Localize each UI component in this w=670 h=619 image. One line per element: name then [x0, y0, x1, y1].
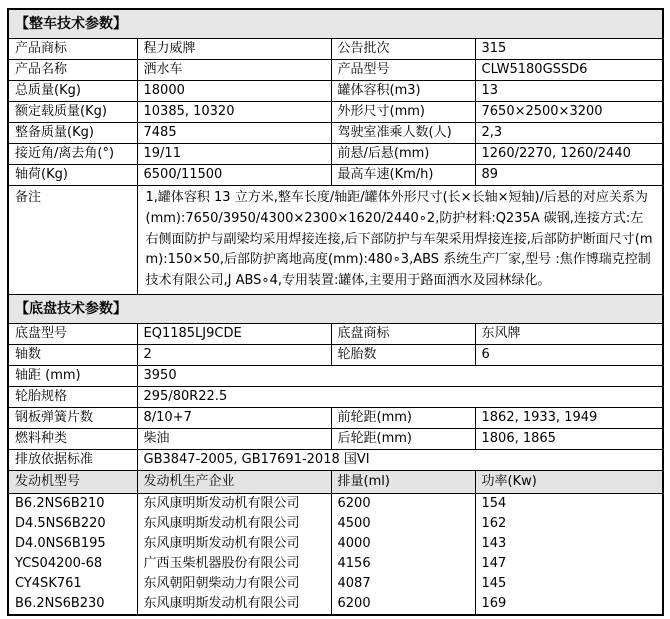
engine-col-header-maker: 发动机生产企业 [137, 470, 331, 493]
engine-model: B6.2NS6B230 [8, 594, 137, 615]
engine-maker: 广西玉柴机器股份有限公司 [137, 554, 331, 574]
table-row [8, 344, 663, 365]
engine-row [8, 514, 663, 534]
param-value: 8/10+7 [137, 407, 331, 428]
engine-displacement: 6200 [331, 594, 475, 615]
param-label: 后轮距(mm) [331, 428, 475, 449]
param-label: 总质量(Kg) [8, 81, 137, 102]
table-row [8, 365, 663, 386]
table-row [8, 165, 663, 186]
param-label: 整备质量(Kg) [8, 123, 137, 144]
table-row [8, 144, 663, 165]
table-row [8, 407, 663, 428]
table-row [8, 386, 663, 407]
engine-maker: 东风康明斯发动机有限公司 [137, 493, 331, 514]
engine-displacement: 4500 [331, 514, 475, 534]
engine-power: 162 [475, 514, 663, 534]
param-label: 钢板弹簧片数 [8, 407, 137, 428]
param-value: 1806, 1865 [475, 428, 663, 449]
engine-col-header-model: 发动机型号 [8, 470, 137, 493]
engine-row [8, 493, 663, 514]
engine-power: 147 [475, 554, 663, 574]
param-label: 轴距 (mm) [8, 365, 137, 386]
param-value: 6500/11500 [137, 165, 331, 186]
param-value: 洒水车 [137, 60, 331, 81]
param-value: 295/80R22.5 [137, 386, 663, 407]
param-label: 额定载质量(Kg) [8, 102, 137, 123]
param-value: 2 [137, 344, 331, 365]
param-value: 6 [475, 344, 663, 365]
engine-maker: 东风康明斯发动机有限公司 [137, 534, 331, 554]
engine-power: 145 [475, 574, 663, 594]
param-label: 外形尺寸(mm) [331, 102, 475, 123]
engine-header-row [8, 470, 663, 493]
table-row [8, 60, 663, 81]
param-value: 1862, 1933, 1949 [475, 407, 663, 428]
table-row [8, 81, 663, 102]
engine-power: 143 [475, 534, 663, 554]
param-label: 产品名称 [8, 60, 137, 81]
table-row [8, 39, 663, 60]
engine-col-header-power: 功率(Kw) [475, 470, 663, 493]
param-label: 接近角/离去角(°) [8, 144, 137, 165]
param-label: 产品商标 [8, 39, 137, 60]
param-label: 最高车速(Km/h) [331, 165, 475, 186]
param-value: 1260/2270, 1260/2440 [475, 144, 663, 165]
param-label: 罐体容积(m3) [331, 81, 475, 102]
vehicle-section-title: 【整车技术参数】 [8, 9, 663, 39]
engine-row [8, 594, 663, 615]
engine-displacement: 4000 [331, 534, 475, 554]
param-value: 7485 [137, 123, 331, 144]
param-label: 排放依据标准 [8, 449, 137, 470]
remark-text: 1,罐体容积 13 立方米,整车长度/轴距/罐体外形尺寸(长×长轴×短轴)/后悬的对应关系为(mm):7650/3950/4300×2300×1620/2440∘2,防护材料:Q235A 碳钢,连接方式:左右侧面防护与副梁均采用焊接连接,后下部防护与车架采用焊接连接,后部防护断面尺寸(mm):150×50,后部防护离地高度(mm):480∘3,ABS 系统生产厂家,型号 :焦作博瑞克控制技术有限公司,J ABS∘4,专用装置:罐体,主要用于路面洒水及园林绿化。 [137, 186, 663, 295]
table-row [8, 449, 663, 470]
param-value: 18000 [137, 81, 331, 102]
param-value: EQ1185LJ9CDE [137, 323, 331, 344]
engine-col-header-displacement: 排量(ml) [331, 470, 475, 493]
engine-model: D4.0NS6B195 [8, 534, 137, 554]
param-label: 燃料种类 [8, 428, 137, 449]
param-value: CLW5180GSSD6 [475, 60, 663, 81]
param-label: 轴荷(Kg) [8, 165, 137, 186]
param-value: 柴油 [137, 428, 331, 449]
engine-displacement: 4156 [331, 554, 475, 574]
param-value: 程力威牌 [137, 39, 331, 60]
param-value: 2,3 [475, 123, 663, 144]
engine-power: 154 [475, 493, 663, 514]
param-value: 19/11 [137, 144, 331, 165]
engine-power: 169 [475, 594, 663, 615]
table-row [8, 102, 663, 123]
engine-row [8, 554, 663, 574]
engine-model: YCS04200-68 [8, 554, 137, 574]
param-value: GB3847-2005, GB17691-2018 国VI [137, 449, 663, 470]
param-value: 13 [475, 81, 663, 102]
param-label: 底盘型号 [8, 323, 137, 344]
engine-maker: 东风朝阳朝柴动力有限公司 [137, 574, 331, 594]
engine-maker: 东风康明斯发动机有限公司 [137, 514, 331, 534]
param-label: 公告批次 [331, 39, 475, 60]
param-label: 产品型号 [331, 60, 475, 81]
engine-model: B6.2NS6B210 [8, 493, 137, 514]
param-label: 前轮距(mm) [331, 407, 475, 428]
table-row [8, 123, 663, 144]
param-value: 10385, 10320 [137, 102, 331, 123]
param-value: 89 [475, 165, 663, 186]
param-value: 东风牌 [475, 323, 663, 344]
engine-displacement: 6200 [331, 493, 475, 514]
engine-displacement: 4087 [331, 574, 475, 594]
param-label: 轮胎数 [331, 344, 475, 365]
param-label: 轴数 [8, 344, 137, 365]
engine-row [8, 574, 663, 594]
engine-model: CY4SK761 [8, 574, 137, 594]
engine-row [8, 534, 663, 554]
engine-model: D4.5NS6B220 [8, 514, 137, 534]
chassis-section-title: 【底盘技术参数】 [8, 294, 663, 323]
param-label: 驾驶室准乘人数(人) [331, 123, 475, 144]
chassis-section-header-row [8, 294, 663, 323]
spec-table [7, 8, 664, 616]
vehicle-section-header-row [8, 9, 663, 39]
param-label: 轮胎规格 [8, 386, 137, 407]
param-value: 315 [475, 39, 663, 60]
remark-row [8, 186, 663, 295]
param-label: 前悬/后悬(mm) [331, 144, 475, 165]
engine-maker: 东风康明斯发动机有限公司 [137, 594, 331, 615]
remark-label: 备注 [8, 186, 137, 295]
table-row [8, 428, 663, 449]
param-value: 7650×2500×3200 [475, 102, 663, 123]
param-label: 底盘商标 [331, 323, 475, 344]
param-value: 3950 [137, 365, 663, 386]
table-row [8, 323, 663, 344]
